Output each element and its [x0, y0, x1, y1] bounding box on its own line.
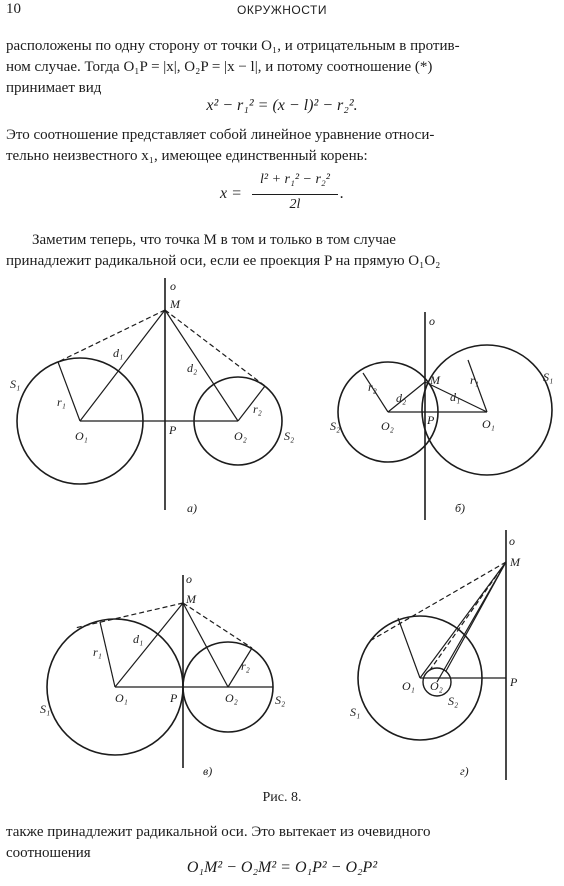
- label-o2: O₂: [430, 679, 443, 693]
- formula-2-lhs: x =: [220, 185, 242, 202]
- label-m: M: [170, 297, 180, 311]
- label-o: o: [509, 534, 515, 548]
- paragraph-4-line-1: также принадлежит радикальной оси. Это вытекает из очевидного: [6, 824, 431, 840]
- label-d1: d₁: [450, 390, 461, 404]
- label-s2: S₂: [275, 693, 286, 707]
- label-s1: S₁: [350, 705, 361, 719]
- segment-d1: [80, 310, 165, 421]
- label-d1: d₁: [113, 346, 124, 360]
- paragraph-1-line-3: принимает вид: [6, 80, 102, 96]
- label-o2: O₂: [225, 691, 238, 705]
- segment-d2-tangent: [446, 562, 506, 671]
- radius-r1: [398, 618, 420, 678]
- label-p: P: [510, 675, 518, 689]
- label-r2: r₂: [368, 380, 377, 394]
- paragraph-1-line-1: расположены по одну сторону от точки O₁, и отрицательным в против-: [6, 38, 460, 54]
- circle-s1: [422, 345, 552, 475]
- label-s1: S₁: [10, 377, 21, 391]
- label-o1: O₁: [482, 417, 495, 431]
- segment-d2: [183, 603, 228, 687]
- tangent-s2: [430, 562, 506, 670]
- label-o1: O₁: [75, 429, 88, 443]
- panel-c: [40, 572, 285, 778]
- segment-d1: [115, 603, 183, 687]
- figure-caption: Рис. 8.: [262, 790, 302, 805]
- label-d2: d₂: [187, 361, 198, 375]
- tangent-s1: [75, 603, 183, 628]
- running-title: ОКРУЖНОСТИ: [237, 3, 327, 17]
- label-p: P: [427, 413, 435, 427]
- panel-b: [330, 312, 553, 520]
- label-o: o: [170, 279, 176, 293]
- label-r1: r₁: [93, 645, 102, 659]
- panel-d: [350, 530, 521, 780]
- formula-2-period: .: [340, 185, 344, 202]
- label-d2: d₂: [396, 391, 407, 405]
- radius-r1: [100, 622, 115, 687]
- label-d1: d₁: [133, 632, 144, 646]
- label-panel-b: б): [455, 501, 466, 515]
- label-m: M: [186, 592, 196, 606]
- formula-1: x² − r₁² = (x − l)² − r₂².: [206, 97, 358, 114]
- label-panel-d: г): [460, 764, 469, 778]
- paragraph-1-line-2: ном случае. Тогда O₁P = |x|, O₂P = |x − l|, и потому соотношение (*): [6, 59, 433, 75]
- label-r2: r₂: [241, 659, 250, 673]
- label-p: P: [169, 423, 177, 437]
- tangent-s1: [368, 562, 506, 642]
- label-s1: S₁: [40, 702, 51, 716]
- label-o2: O₂: [234, 429, 247, 443]
- segment-d2: [165, 310, 238, 421]
- label-o1: O₁: [115, 691, 128, 705]
- tangent-s2: [183, 603, 252, 648]
- tangent-s2: [165, 310, 265, 386]
- label-r1: r₁: [470, 373, 479, 387]
- paragraph-4: [6, 822, 558, 864]
- label-panel-a: а): [187, 501, 197, 515]
- label-s1: S₁: [543, 370, 554, 384]
- panel-a: [10, 278, 294, 515]
- formula-3: O₁M² − O₂M² = O₁P² − O₂P²: [186, 859, 378, 876]
- label-s2: S₂: [330, 419, 341, 433]
- label-m: M: [510, 555, 520, 569]
- tangent-s1: [58, 310, 165, 362]
- label-s2: S₂: [284, 429, 295, 443]
- segment-d1: [420, 562, 506, 678]
- radius-r1: [58, 362, 80, 421]
- label-panel-c: в): [203, 764, 213, 778]
- paragraph-2-line-1: Это соотношение представляет собой линейное уравнение относи-: [6, 127, 435, 143]
- paragraph-4-line-2: соотношения: [6, 845, 91, 861]
- label-r1: r₁: [57, 395, 66, 409]
- formula-2-denominator: 2l: [289, 197, 301, 212]
- label-m: M: [430, 373, 440, 387]
- label-o: o: [429, 314, 435, 328]
- formula-2-numerator: l² + r₁² − r₂²: [259, 172, 330, 187]
- segment-d2: [388, 382, 425, 412]
- label-r2: r₂: [253, 402, 262, 416]
- paragraph-3-line-2: принадлежит радикальной оси, если ее проекция P на прямую O₁O₂: [6, 253, 441, 269]
- label-o2: O₂: [381, 419, 394, 433]
- label-s2: S₂: [448, 694, 459, 708]
- paragraph-3-line-1: Заметим теперь, что точка M в том и только в том случае: [32, 232, 396, 248]
- label-o1: O₁: [402, 679, 415, 693]
- label-o: o: [186, 572, 192, 586]
- paragraph-2-line-2: тельно неизвестного x₁, имеющее единственный корень:: [6, 148, 368, 164]
- label-p: P: [170, 691, 178, 705]
- page-number: 10: [6, 1, 21, 17]
